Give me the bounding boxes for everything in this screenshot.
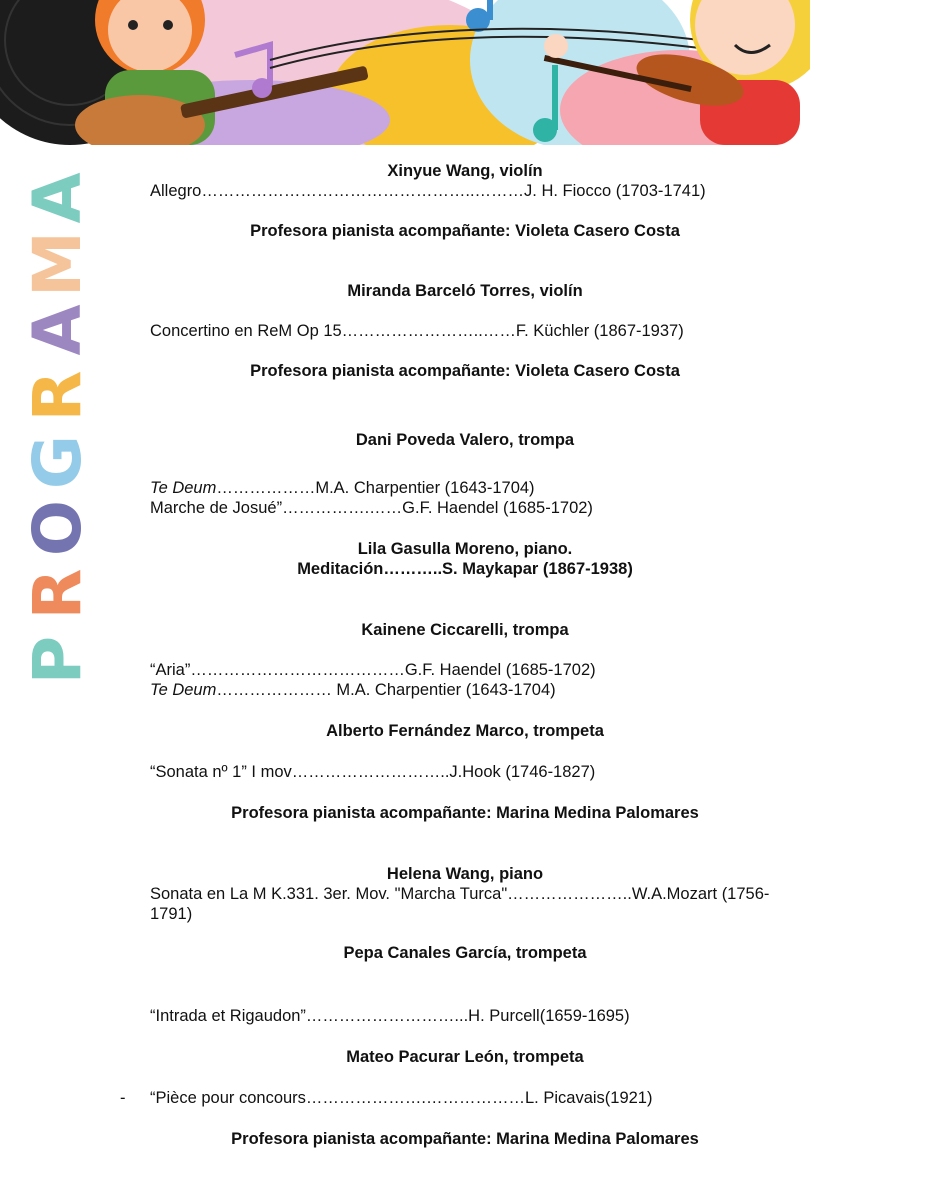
- work-detail: ………………M.A. Charpentier (1643-1704): [216, 479, 535, 497]
- work-title: Te Deum: [150, 681, 217, 699]
- side-title-programa: [19, 165, 96, 693]
- work-line: “Pièce pour concours………………….………………L. Picavais(1921): [150, 1089, 653, 1107]
- side-letter: A: [19, 304, 96, 356]
- side-letter: O: [19, 499, 96, 557]
- side-letter: A: [19, 172, 96, 224]
- work-line: Allegro…………………………………………..………J. H. Fiocco (1703-1741): [150, 182, 706, 200]
- work-line: Meditación………..S. Maykapar (1867-1938): [297, 560, 633, 578]
- work-line: “Aria”…………………………………G.F. Haendel (1685-1702): [150, 661, 596, 679]
- performer-name: Lila Gasulla Moreno, piano.: [357, 540, 573, 558]
- work-line: “Intrada et Rigaudon”………………………...H. Purcell(1659-1695): [150, 1007, 630, 1025]
- performer-name: Pepa Canales García, trompeta: [343, 944, 587, 962]
- accompanist-line: Profesora pianista acompañante: Violeta Casero Costa: [250, 222, 680, 240]
- accompanist-line: Profesora pianista acompañante: Violeta Casero Costa: [250, 362, 680, 380]
- side-letter: M: [19, 231, 96, 297]
- performer-name: Dani Poveda Valero, trompa: [355, 431, 575, 449]
- work-line: Marche de Josué”…………….……G.F. Haendel (1685-1702): [150, 499, 593, 517]
- header-illustration: [0, 0, 810, 145]
- side-letter: R: [19, 568, 96, 620]
- performer-name: Kainene Ciccarelli, trompa: [361, 621, 569, 639]
- work-detail: ………………… M.A. Charpentier (1643-1704): [216, 681, 556, 699]
- work-line: Sonata en La M K.331. 3er. Mov. "Marcha Turca"…………………..W.A.Mozart (1756-1791): [150, 885, 770, 923]
- accompanist-line: Profesora pianista acompañante: Marina Medina Palomares: [231, 1130, 699, 1148]
- side-letter: R: [19, 370, 96, 422]
- work-line: “Sonata nº 1” I mov………………………..J.Hook (1746-1827): [150, 763, 596, 781]
- side-letter: G: [19, 434, 96, 490]
- side-letter: P: [19, 635, 96, 685]
- work-line: [150, 478, 535, 498]
- list-bullet: -: [120, 1089, 126, 1107]
- work-title: Te Deum: [150, 479, 217, 497]
- performer-name: Helena Wang, piano: [386, 865, 544, 883]
- performer-name: Alberto Fernández Marco, trompeta: [326, 722, 604, 740]
- work-line: [150, 680, 556, 700]
- performer-name: Xinyue Wang, violín: [387, 162, 543, 180]
- work-line: Concertino en ReM Op 15……………………..……F. Küchler (1867-1937): [150, 322, 684, 340]
- performer-name: Miranda Barceló Torres, violín: [347, 282, 583, 300]
- performer-name: Mateo Pacurar León, trompeta: [346, 1048, 584, 1066]
- accompanist-line: Profesora pianista acompañante: Marina Medina Palomares: [231, 804, 699, 822]
